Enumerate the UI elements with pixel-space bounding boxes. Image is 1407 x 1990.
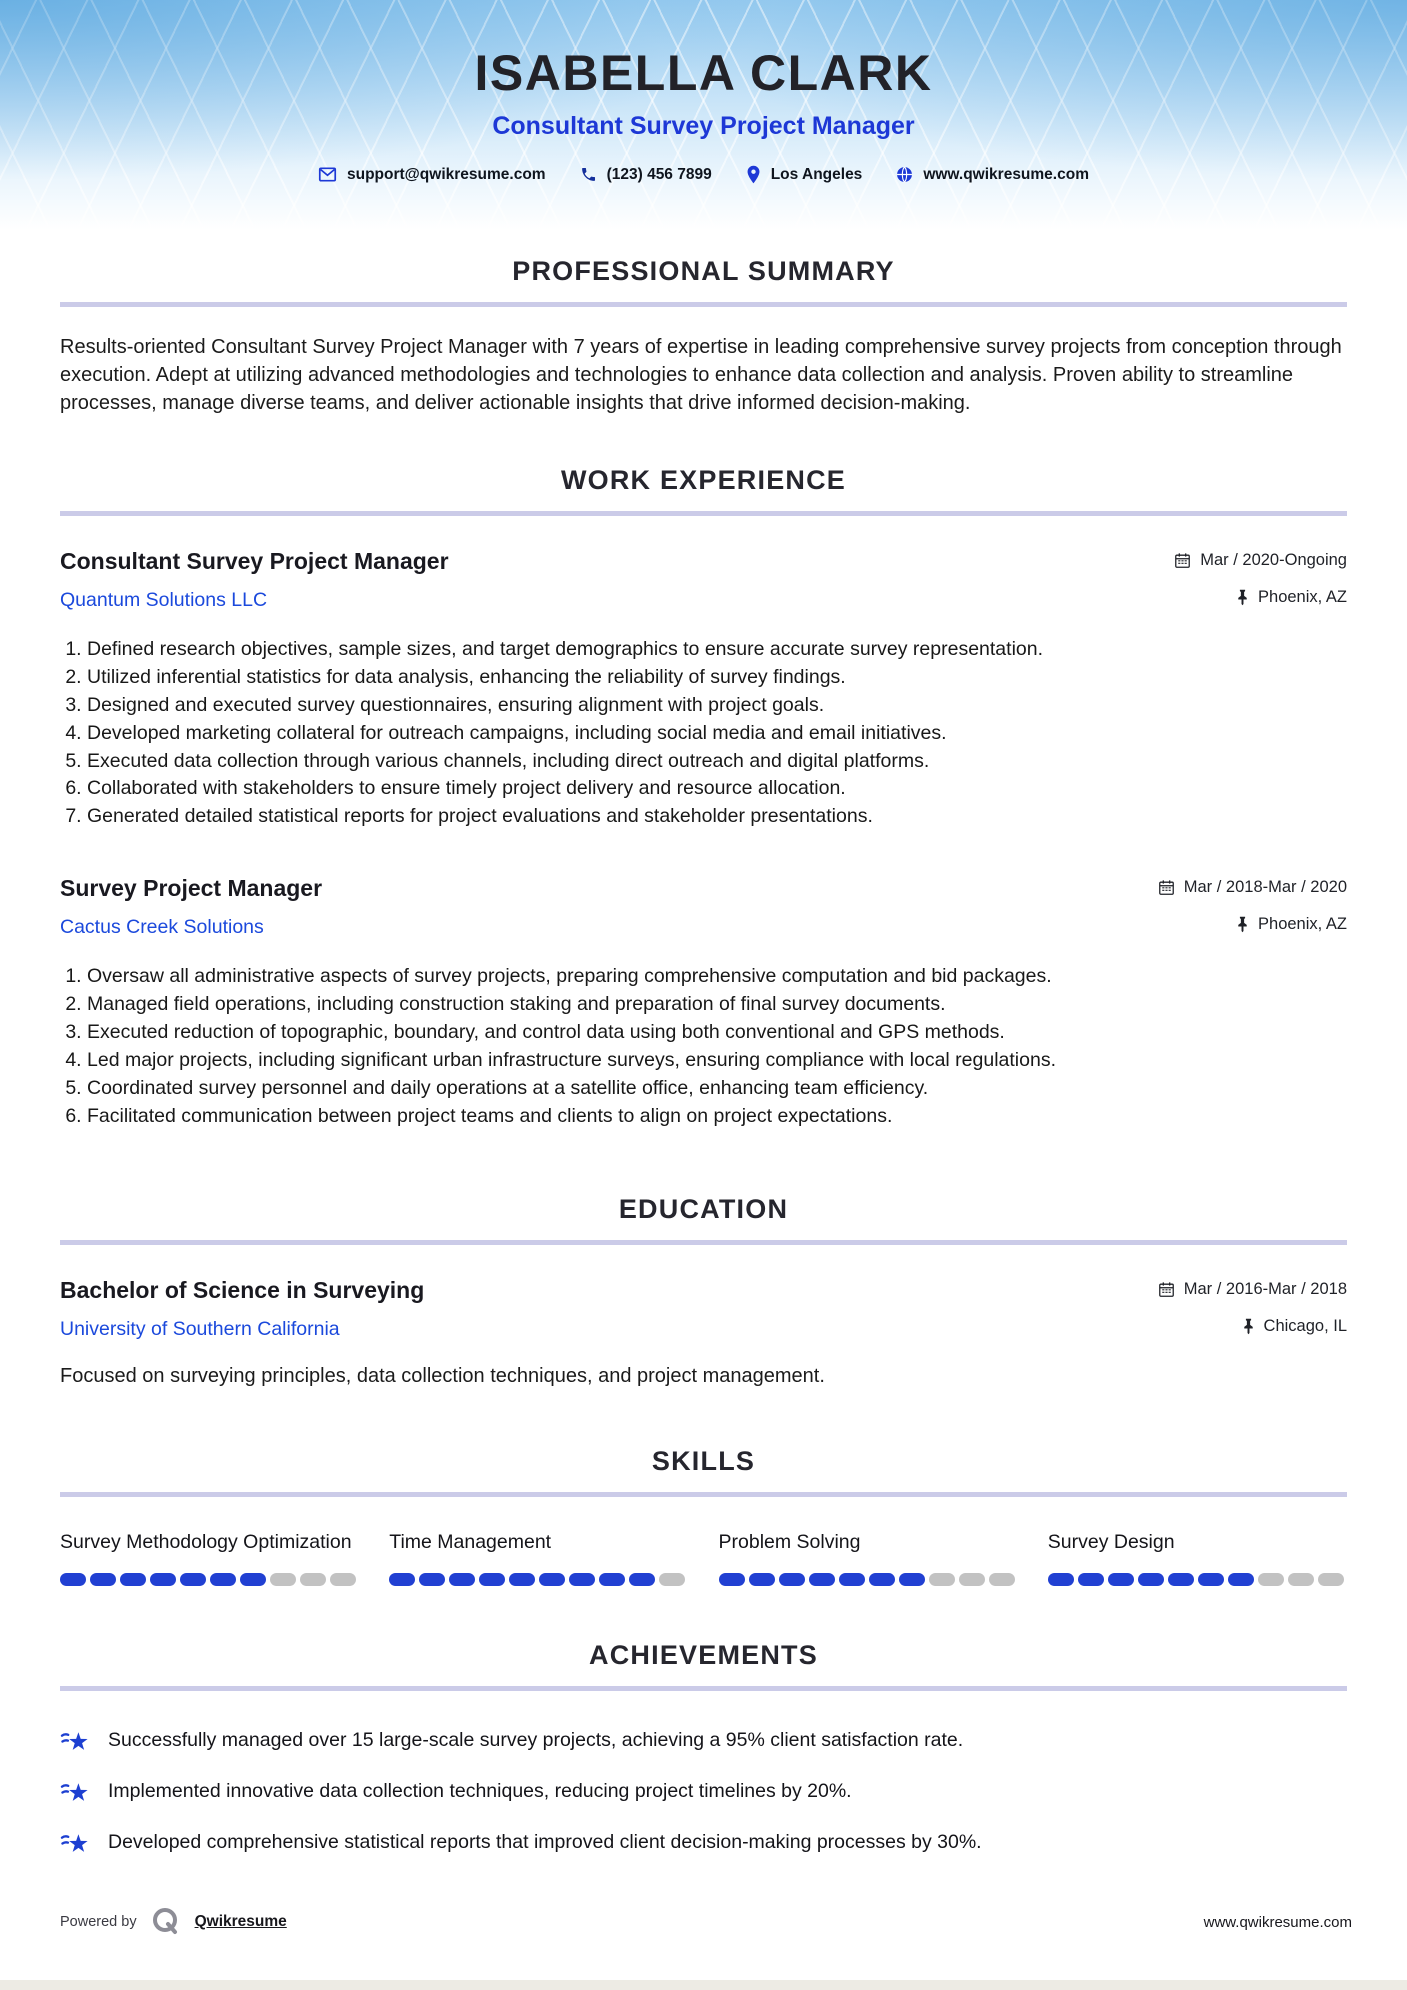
job-title: Survey Project Manager [60,875,323,902]
contact-website-text: www.qwikresume.com [923,165,1089,183]
job-bullet: 2. Utilized inferential statistics for data analysis, enhancing the reliability of survey findings. [87,664,1347,692]
job-bullet: 6. Collaborated with stakeholders to ensure timely project delivery and resource allocation. [87,775,1347,803]
calendar-icon [1158,879,1175,896]
summary-heading: PROFESSIONAL SUMMARY [512,256,895,286]
page-footer [60,1904,1352,1940]
pushpin-icon [1236,916,1249,933]
job-bullet: 1. Defined research objectives, sample sizes, and target demographics to ensure accurate survey representation. [87,636,1347,664]
skill-level-pill [509,1573,535,1586]
skill-level-pill [779,1573,805,1586]
job-bullet: 4. Developed marketing collateral for outreach campaigns, including social media and email initiatives. [87,720,1347,748]
job-location [1236,915,1347,934]
skill-level-pill [1168,1573,1194,1586]
job-subheader [60,915,1347,939]
skill-level-pill [869,1573,895,1586]
skill-item [1048,1529,1347,1585]
location-pin-icon [746,165,761,184]
job-date [1158,878,1347,897]
job-bullet: 2. Managed field operations, including construction staking and preparation of final survey documents. [87,991,1347,1019]
job-location-text: Phoenix, AZ [1258,915,1347,934]
job-bullet: 1. Oversaw all administrative aspects of survey projects, preparing comprehensive computation and bid packages. [87,963,1347,991]
skill-level-pill [569,1573,595,1586]
skill-level-pill [989,1573,1015,1586]
skill-level-pill [90,1573,116,1586]
skill-level-pill [719,1573,745,1586]
skill-level-pill [1228,1573,1254,1586]
contact-phone-text: (123) 456 7899 [606,165,712,183]
school-link[interactable]: University of Southern California [60,1318,340,1341]
skill-level-pill [1198,1573,1224,1586]
pushpin-icon [1236,589,1249,606]
resume-header [0,0,1407,230]
section-divider [60,1686,1347,1691]
job-header [60,875,1347,902]
skill-label: Problem Solving [718,1531,861,1554]
calendar-icon [1158,1281,1175,1298]
pushpin-icon [1242,1318,1255,1335]
skill-level-pill [419,1573,445,1586]
job-date-text: Mar / 2020-Ongoing [1200,551,1347,569]
education-date [1158,1280,1347,1299]
job-date [1174,551,1347,570]
section-work-experience [60,465,1347,1130]
job-bullet: 3. Designed and executed survey questionnaires, ensuring alignment with project goals. [87,692,1347,720]
shooting-star-icon [60,1829,91,1857]
contact-location-text: Los Angeles [770,165,863,183]
skills-heading: SKILLS [651,1446,756,1477]
skill-level-pill [839,1573,865,1586]
skill-level-pill [479,1573,505,1586]
skill-level-pill [210,1573,236,1586]
globe-icon [896,166,913,183]
skill-level-pill [300,1573,326,1586]
section-divider [60,511,1347,516]
skill-level-pill [270,1573,296,1586]
job-company-link[interactable]: Quantum Solutions LLC [60,589,268,611]
job-header [60,548,1347,575]
skill-level-pill [749,1573,775,1586]
skill-level-pill [659,1573,685,1586]
contact-row [0,165,1407,184]
section-skills [60,1446,1347,1585]
skill-level-pill [539,1573,565,1586]
skill-label: Survey Design [1047,1531,1175,1554]
skill-level-pill [1048,1573,1074,1586]
education-description: Focused on surveying principles, data collection techniques, and project management. [60,1365,825,1388]
skill-level-pill [120,1573,146,1586]
contact-location [746,165,863,184]
qwikresume-link[interactable]: Qwikresume [194,1913,287,1930]
section-divider [60,302,1347,307]
section-professional-summary [60,256,1347,417]
skill-level-pill [330,1573,356,1586]
job-bullet-list [60,636,1347,831]
job-title: Consultant Survey Project Manager [60,548,449,574]
skill-level-pill [1318,1573,1344,1586]
job-entry [60,548,1347,831]
education-header [60,1277,1347,1304]
skill-level-pill [599,1573,625,1586]
achievement-list [60,1727,1347,1857]
job-subheader [60,588,1347,612]
calendar-icon [1174,552,1191,569]
skill-level-pill [629,1573,655,1586]
skill-item [389,1529,688,1585]
contact-website[interactable] [896,166,1089,184]
skill-level-pill [180,1573,206,1586]
phone-icon [580,166,597,183]
resume-body [0,256,1407,1857]
skills-grid [60,1529,1347,1585]
job-bullet: 3. Executed reduction of topographic, boundary, and control data using both conventional and GPS methods. [87,1019,1347,1047]
education-location [1242,1317,1347,1336]
achievement-item [60,1829,1347,1857]
job-company-link[interactable]: Cactus Creek Solutions [60,916,264,939]
candidate-title: Consultant Survey Project Manager [492,112,915,140]
job-location [1236,588,1347,607]
email-icon [318,166,337,183]
skill-label: Time Management [389,1531,552,1554]
section-education [60,1194,1347,1388]
job-bullet-list [60,963,1347,1130]
skill-level-pill [1108,1573,1134,1586]
education-location-text: Chicago, IL [1263,1317,1347,1336]
powered-by-label: Powered by [60,1914,137,1930]
education-date-text: Mar / 2016-Mar / 2018 [1183,1280,1347,1299]
achievement-item [60,1727,1347,1755]
degree-title: Bachelor of Science in Surveying [60,1277,425,1304]
education-heading: EDUCATION [618,1194,789,1225]
skill-item [719,1529,1018,1585]
contact-phone[interactable] [580,166,712,184]
skill-level-pill [60,1573,86,1586]
skill-level-pill [1288,1573,1314,1586]
education-subheader [60,1317,1347,1341]
skill-level-pill [150,1573,176,1586]
job-bullet: 7. Generated detailed statistical reports for project evaluations and stakeholder presentations. [87,803,1347,831]
achievements-heading: ACHIEVEMENTS [589,1639,818,1670]
skill-item [60,1529,359,1585]
skill-level-pill [389,1573,415,1586]
skill-level-pill [449,1573,475,1586]
job-location-text: Phoenix, AZ [1258,588,1347,606]
skill-label: Survey Methodology Optimization [60,1531,352,1554]
shooting-star-icon [60,1727,91,1755]
job-bullet: 6. Facilitated communication between project teams and clients to align on project expectations. [87,1103,1347,1131]
skill-level-bar [60,1573,359,1586]
skill-level-pill [959,1573,985,1586]
achievement-item [60,1778,1347,1806]
skill-level-pill [899,1573,925,1586]
experience-heading: WORK EXPERIENCE [560,465,847,495]
achievement-text: Developed comprehensive statistical reports that improved client decision-making processes by 30%. [108,1831,982,1854]
shooting-star-icon [60,1778,91,1806]
skill-level-pill [240,1573,266,1586]
skill-level-bar [719,1573,1018,1586]
achievement-text: Implemented innovative data collection techniques, reducing project timelines by 20%. [108,1780,852,1803]
achievement-text: Successfully managed over 15 large-scale survey projects, achieving a 95% client satisfaction rate. [108,1729,964,1752]
skill-level-bar [1048,1573,1347,1586]
skill-level-pill [809,1573,835,1586]
skill-level-pill [929,1573,955,1586]
skill-level-pill [1078,1573,1104,1586]
qwikresume-logo-icon [148,1904,184,1940]
section-divider [60,1240,1347,1245]
contact-email-text: support@qwikresume.com [347,165,546,183]
education-entry [60,1277,1347,1388]
powered-by [60,1904,287,1940]
footer-website[interactable]: www.qwikresume.com [1203,1913,1352,1931]
job-entry [60,875,1347,1130]
skill-level-pill [1138,1573,1164,1586]
section-achievements [60,1640,1347,1857]
skill-level-bar [389,1573,688,1586]
contact-email[interactable] [318,166,546,184]
job-date-text: Mar / 2018-Mar / 2020 [1183,878,1347,897]
skill-level-pill [1258,1573,1284,1586]
job-bullet: 5. Executed data collection through various channels, including direct outreach and digital platforms. [87,748,1347,776]
candidate-name: ISABELLA CLARK [474,45,933,101]
page-bottom-edge [0,1980,1407,1990]
job-bullet: 5. Coordinated survey personnel and daily operations at a satellite office, enhancing team efficiency. [87,1075,1347,1103]
section-divider [60,1492,1347,1497]
summary-text: Results-oriented Consultant Survey Project Manager with 7 years of expertise in leading comprehensive survey projects from conception through execution. Adept at utilizing advanced methodologies and technologies to enhance data collection and analysis. Proven ability to streamline processes, manage diverse teams, and deliver actionable insights that drive informed decision-making. [60,336,1342,414]
job-bullet: 4. Led major projects, including significant urban infrastructure surveys, ensuring compliance with local regulations. [87,1047,1347,1075]
